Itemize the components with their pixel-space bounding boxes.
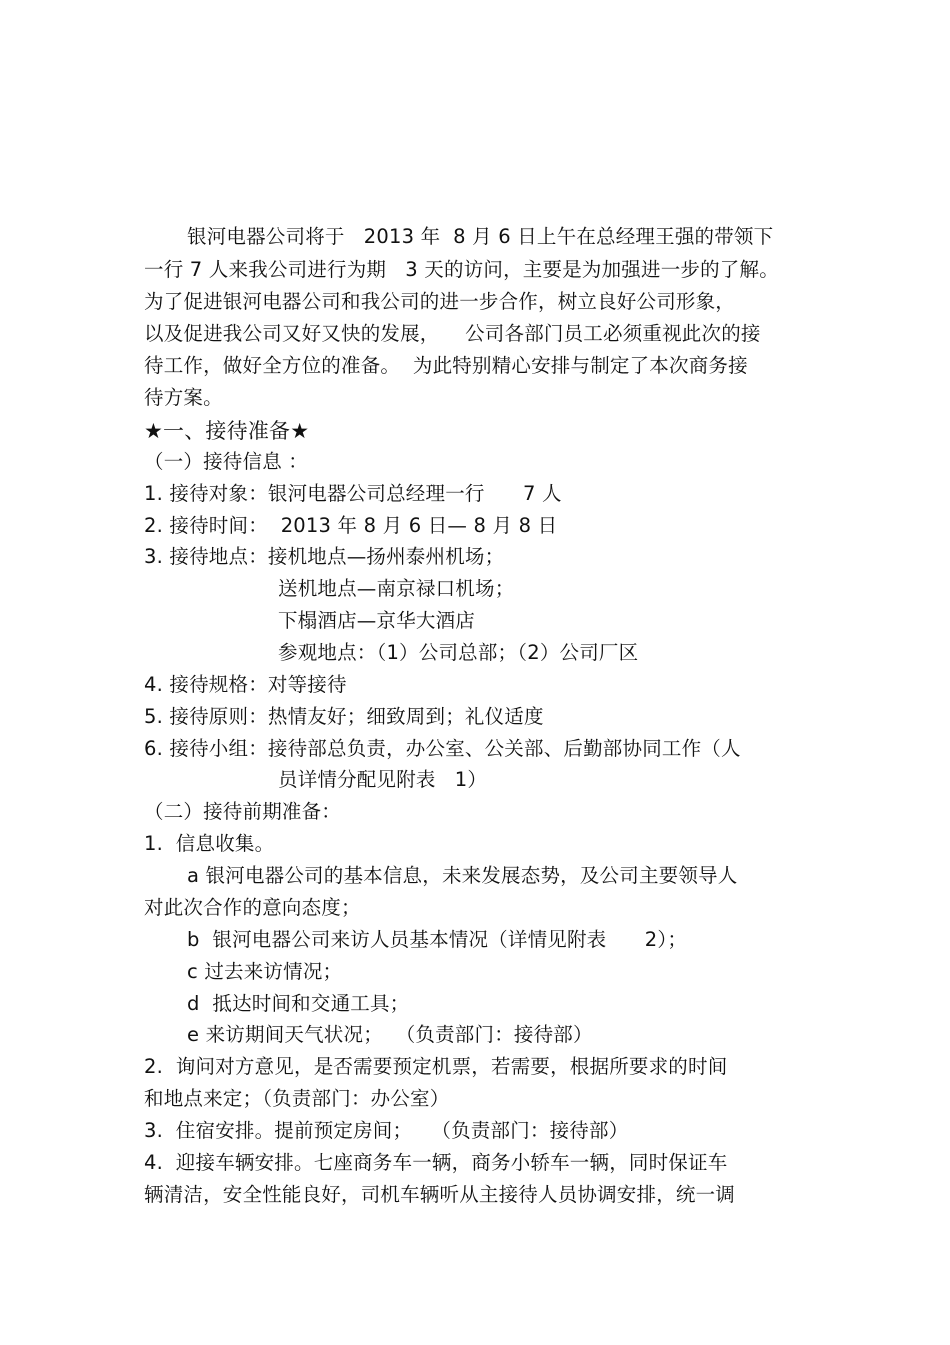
prep-subitem-continued: 对此次合作的意向态度； [144, 896, 361, 919]
prep-item-continued: 辆清洁，安全性能良好，司机车辆听从主接待人员协调安排，统一调 [144, 1183, 736, 1206]
info-item: 6. 接待小组：接待部总负责，办公室、公关部、后勤部协同工作（人 [144, 737, 741, 760]
info-item: 1. 接待对象：银河电器公司总经理一行 7 人 [144, 482, 562, 505]
intro-line: 待工作，做好全方位的准备。 为此特别精心安排与制定了本次商务接 [144, 354, 748, 377]
info-item: 5. 接待原则：热情友好；细致周到；礼仪适度 [144, 705, 544, 728]
prep-subitem: d 抵达时间和交通工具； [187, 992, 410, 1015]
info-item: 3. 接待地点：接机地点—扬州泰州机场； [144, 545, 505, 568]
prep-item: 4. 迎接车辆安排。七座商务车一辆，商务小轿车一辆，同时保证车 [144, 1151, 728, 1174]
intro-line: 为了促进银河电器公司和我公司的进一步合作，树立良好公司形象， [144, 290, 736, 313]
prep-subitem: c 过去来访情况； [187, 960, 343, 983]
subsection-heading: （一）接待信息 ： [144, 450, 308, 473]
info-item: 2. 接待时间： 2013 年 8 月 6 日— 8 月 8 日 [144, 514, 558, 537]
subsection-heading: （二）接待前期准备： [144, 800, 342, 823]
info-item-continued: 员详情分配见附表 1） [278, 768, 488, 791]
prep-item: 3. 住宿安排。提前预定房间； （负责部门：接待部） [144, 1119, 629, 1142]
section-heading: ★一、接待准备★ [144, 419, 310, 443]
prep-subitem: b 银河电器公司来访人员基本情况（详情见附表 2）； [187, 928, 688, 951]
prep-subitem: e 来访期间天气状况； （负责部门：接待部） [187, 1023, 593, 1046]
prep-item: 2. 询问对方意见，是否需要预定机票，若需要，根据所要求的时间 [144, 1055, 728, 1078]
info-item-continued: 下榻酒店—京华大酒店 [278, 609, 476, 632]
intro-line: 以及促进我公司又好又快的发展， 公司各部门员工必须重视此次的接 [144, 322, 761, 345]
prep-item-continued: 和地点来定；（负责部门：办公室） [144, 1087, 450, 1110]
info-item: 4. 接待规格：对等接待 [144, 673, 347, 696]
intro-line: 银河电器公司将于 2013 年 8 月 6 日上午在总经理王强的带领下 [187, 225, 774, 248]
prep-item: 1. 信息收集。 [144, 832, 275, 855]
info-item-continued: 送机地点—南京禄口机场； [278, 577, 515, 600]
intro-line: 待方案。 [144, 386, 223, 409]
info-item-continued: 参观地点：（1）公司总部；（2）公司厂区 [278, 641, 639, 664]
intro-line: 一行 7 人来我公司进行为期 3 天的访问，主要是为加强进一步的了解。 [144, 258, 779, 281]
prep-subitem: a 银河电器公司的基本信息，未来发展态势，及公司主要领导人 [187, 864, 738, 887]
